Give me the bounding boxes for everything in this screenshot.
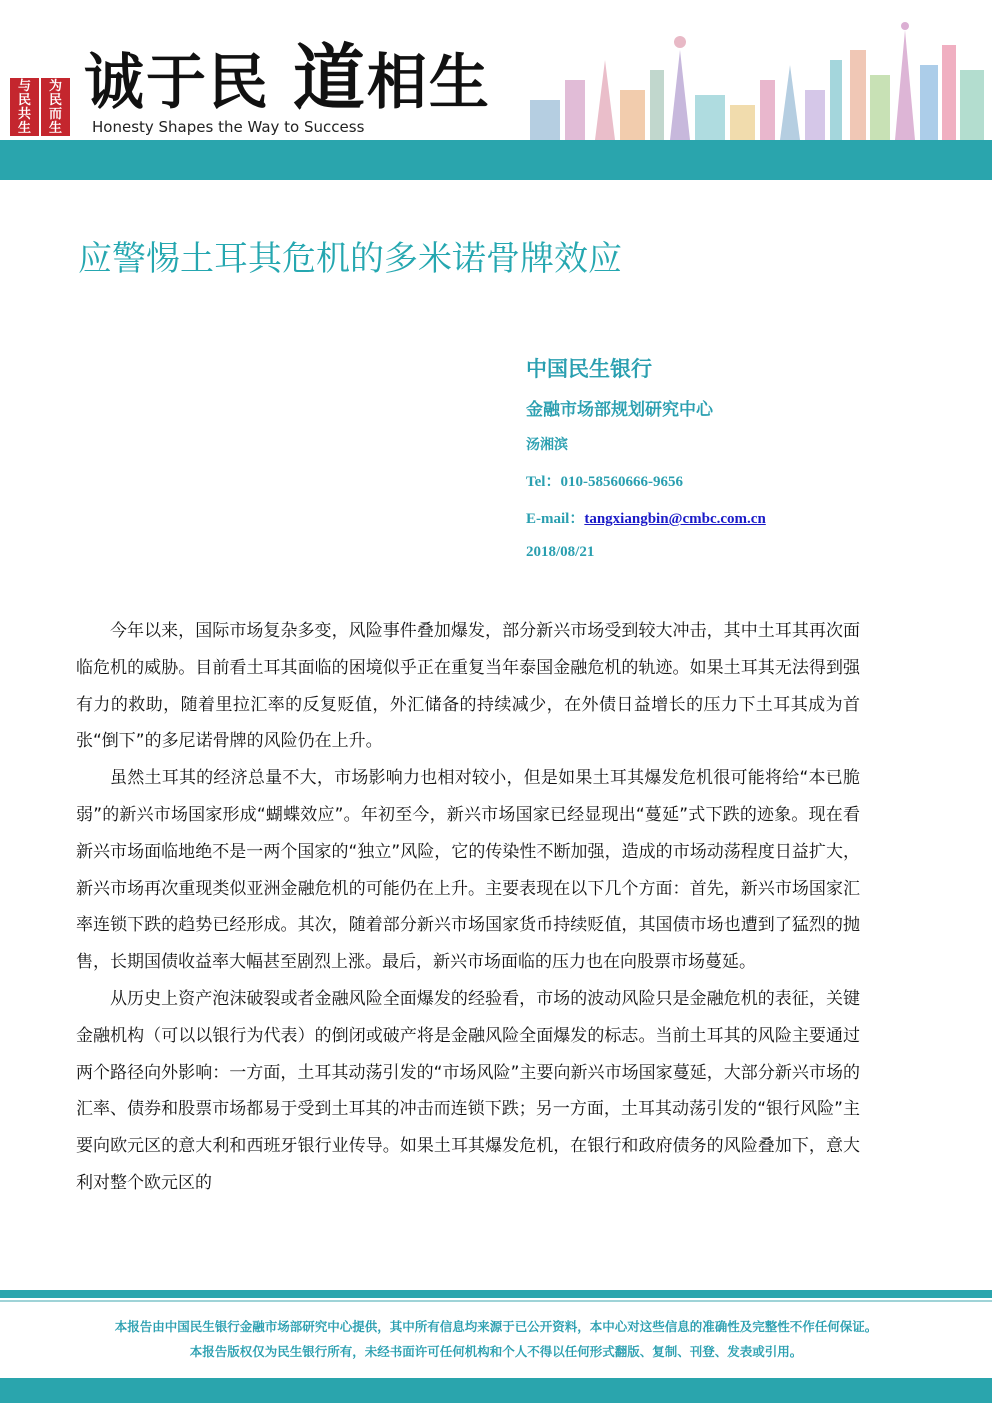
body-paragraph-3: 从历史上资产泡沫破裂或者金融风险全面爆发的经验看，市场的波动风险只是金融危机的表征，关键金融机构（可以以银行为代表）的倒闭或破产将是金融风险全面爆发的标志。当前土耳其的风险主要通过两个路径向外影响：一方面，土耳其动荡引发的“市场风险”主要向新兴市场国家蔓延，大部分新兴市场的汇率、债券和股票市场都易于受到土耳其的冲击而连锁下跌；另一方面，土耳其动荡引发的“银行风险”主要向欧元区的意大利和西班牙银行业传导。如果土耳其爆发危机，在银行和政府债务的风险叠加下，意大利对整个欧元区的 (76, 988, 860, 1193)
footer-band (0, 1378, 992, 1403)
bank-logo (10, 78, 70, 136)
email-link[interactable]: tangxiangbin@cmbc.com.cn (584, 511, 766, 527)
author-block (526, 355, 766, 561)
report-title: 应警惕土耳其危机的多米诺骨牌效应 (78, 239, 622, 279)
footer-bar (0, 1290, 992, 1298)
author-name: 汤湘滨 (526, 437, 568, 453)
footer-divider (0, 1300, 992, 1302)
header-band (0, 140, 992, 180)
email-label: E-mail： (526, 511, 585, 527)
logo-right-text: 为民而生 (41, 78, 70, 136)
footer-disclaimer-2: 本报告版权仅为民生银行所有，未经书面许可任何机构和个人不得以任何形式翻版、复制、刊登、发表或引用。 (189, 1344, 803, 1359)
body-paragraph-2: 虽然土耳其的经济总量不大，市场影响力也相对较小，但是如果土耳其爆发危机很可能将给“本已脆弱”的新兴市场国家形成“蝴蝶效应”。年初至今，新兴市场国家已经显现出“蔓延”式下跌的迹象。现在看新兴市场面临地绝不是一两个国家的“独立”风险，它的传染性不断加强，造成的市场动荡程度日益扩大，新兴市场再次重现类似亚洲金融危机的可能仍在上升。主要表现在以下几个方面：首先，新兴市场国家汇率连锁下跌的趋势已经形成。其次，随着部分新兴市场国家货币持续贬值，其国债市场也遭到了猛烈的抛售，长期国债收益率大幅甚至剧烈上涨。最后，新兴市场面临的压力也在向股票市场蔓延。 (76, 768, 860, 973)
logo-left-text: 与民共生 (10, 78, 39, 136)
body-paragraph-1: 今年以来，国际市场复杂多变，风险事件叠加爆发，部分新兴市场受到较大冲击，其中土耳其再次面临危机的威胁。目前看土耳其面临的困境似乎正在重复当年泰国金融危机的轨迹。如果土耳其无法得到强有力的救助，随着里拉汇率的反复贬值，外汇储备的持续减少，在外债日益增长的压力下土耳其成为首张“倒下”的多尼诺骨牌的风险仍在上升。 (76, 621, 860, 752)
slogan-part-c: 相生 (366, 48, 491, 118)
slogan-part-a: 诚于民 (84, 48, 270, 118)
author-department: 金融市场部规划研究中心 (526, 400, 713, 420)
slogan-calligraphy (84, 20, 491, 124)
city-skyline-illustration (520, 20, 992, 140)
page-header (0, 0, 992, 140)
tel-value: 010-58560666-9656 (560, 474, 683, 490)
author-tel (526, 470, 766, 491)
footer-disclaimer-1: 本报告由中国民生银行金融市场部研究中心提供，其中所有信息均来源于已公开资料，本中心对这些信息的准确性及完整性不作任何保证。 (114, 1319, 878, 1334)
author-email (526, 507, 766, 528)
tel-label: Tel： (526, 474, 561, 490)
report-body (76, 613, 860, 1202)
slogan-english: Honesty Shapes the Way to Success (92, 118, 365, 136)
report-date: 2018/08/21 (526, 544, 595, 560)
author-bank: 中国民生银行 (526, 357, 652, 381)
slogan-part-b: 道 (292, 35, 367, 120)
